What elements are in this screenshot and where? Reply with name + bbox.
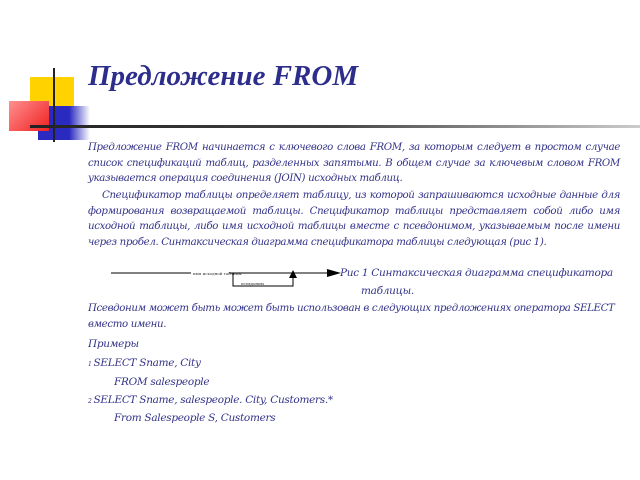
paragraph-alias: Псевдоним может быть может быть использован в следующих предложениях оператора SELECT вместо имени. [88, 303, 615, 330]
example-1-line-1 [88, 357, 201, 369]
diagram-label-table-name: имя исходной таблицы [193, 271, 242, 276]
example-1-line-2: FROM salespeople [114, 376, 210, 388]
figure-caption: Рис 1 Синтаксическая диаграмма спецификатора [340, 267, 613, 279]
paragraph-table-spec: Спецификатор таблицы определяет таблицу, из которой запрашиваются исходные данные для формирования возвращаемой таблицы. Спецификатор таблицы представляет собой либо имя исходной таблицы, либо имя исходной таблицы вместе с псевдонимом, указываемым после имени через пробел. Синтаксическая диаграмма спецификатора таблицы следующая (рис 1). [88, 190, 620, 248]
example-2-line-2: From Salespeople S, Customers [114, 412, 276, 424]
example-code: SELECT Sname, salespeople. City, Customers.* [93, 394, 333, 406]
title-underline [30, 125, 640, 128]
page-title: Предложение FROM [88, 60, 359, 92]
arrow-icon [327, 269, 341, 277]
example-code: SELECT Sname, City [93, 357, 201, 369]
example-2-line-1 [88, 394, 333, 406]
diagram-label-alias: псевдоним [241, 281, 264, 286]
figure-caption-cont: таблицы. [361, 285, 414, 297]
syntax-diagram [105, 262, 345, 294]
paragraph-from-intro: Предложение FROM начинается с ключевого слова FROM, за которым следует в простом случае список спецификаций таблиц, разделенных запятыми. В общем случае за ключевым словом FROM указывается операция соединения (JOIN) исходных таблиц. [88, 142, 620, 184]
example-number: 1 [88, 361, 92, 368]
examples-heading: Примеры [88, 338, 139, 350]
example-number: 2 [88, 398, 92, 405]
vertical-line-decoration [53, 68, 55, 142]
arrow-up-icon [289, 270, 297, 278]
